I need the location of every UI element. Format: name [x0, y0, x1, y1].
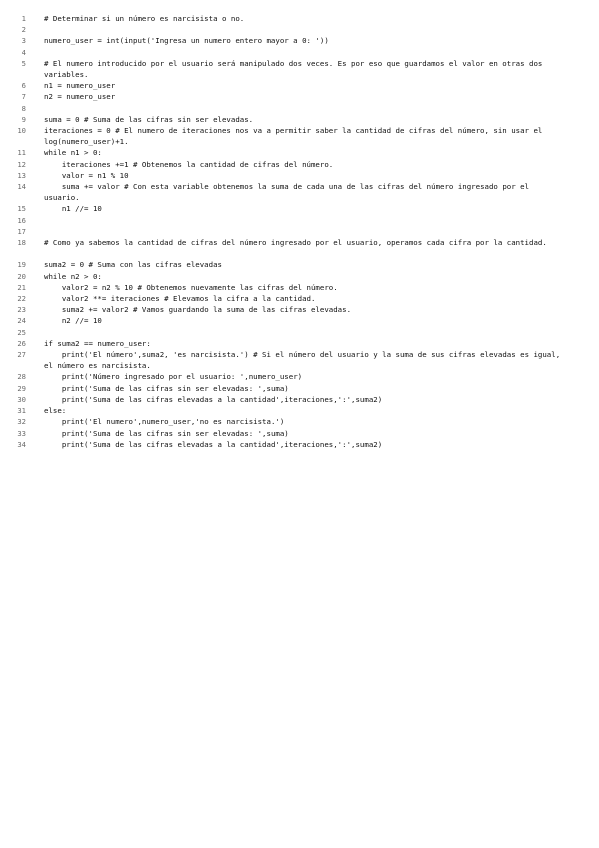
code-line — [0, 13, 599, 24]
code-text: # El numero introducido por el usuario será manipulado dos veces. Es por eso que guardamos el valor en otras dos variables. — [44, 58, 547, 80]
code-text: iteraciones +=1 # Obtenemos la cantidad de cifras del número. — [44, 159, 334, 169]
code-text: if suma2 == numero_user: — [44, 338, 151, 348]
line-number: 26 — [17, 338, 26, 348]
line-number: 2 — [21, 25, 26, 35]
code-text: print('Número ingresado por el usuario: ',numero_user) — [44, 372, 303, 382]
line-number: 14 — [17, 182, 26, 192]
code-text: # Determinar si un número es narcisista o no. — [44, 14, 245, 23]
code-line — [0, 293, 599, 304]
code-text: print('El numero',numero_user,'no es narcisista.') — [44, 417, 285, 427]
line-number: 7 — [21, 92, 26, 102]
code-line — [0, 371, 599, 382]
line-number: 13 — [17, 170, 26, 180]
code-line — [0, 416, 599, 427]
line-number: 27 — [17, 350, 26, 360]
code-line — [0, 203, 599, 214]
code-line — [0, 282, 599, 293]
line-number: 17 — [17, 226, 26, 236]
line-number: 33 — [17, 428, 26, 438]
code-line — [0, 349, 599, 371]
code-text: n2 //= 10 — [44, 316, 102, 326]
line-number: 28 — [17, 372, 26, 382]
line-number: 32 — [17, 417, 26, 427]
line-number: 9 — [21, 114, 26, 124]
code-line — [0, 271, 599, 282]
line-number: 10 — [17, 126, 26, 136]
code-text: print('Suma de las cifras sin ser elevadas: ',suma) — [44, 428, 289, 438]
code-line — [0, 215, 599, 226]
code-line — [0, 394, 599, 405]
code-text: print('Suma de las cifras elevadas a la cantidad',iteraciones,':',suma2) — [44, 439, 383, 449]
code-line — [0, 147, 599, 158]
line-number: 16 — [17, 215, 26, 225]
code-line — [0, 35, 599, 46]
code-line — [0, 114, 599, 125]
line-number: 34 — [17, 439, 26, 449]
code-line — [0, 405, 599, 416]
code-line — [0, 226, 599, 237]
code-line — [0, 237, 599, 259]
line-number: 5 — [21, 58, 26, 68]
code-line — [0, 170, 599, 181]
line-number: 30 — [17, 394, 26, 404]
code-text: suma = 0 # Suma de las cifras sin ser elevadas. — [44, 114, 254, 124]
code-line — [0, 103, 599, 114]
code-text: # Como ya sabemos la cantidad de cifras del número ingresado por el usuario, operamos cada cifra por la cantidad. — [44, 238, 547, 248]
line-number: 31 — [17, 406, 26, 416]
line-number: 11 — [17, 148, 26, 158]
code-text: n2 = numero_user — [44, 92, 116, 102]
line-number: 12 — [17, 159, 26, 169]
line-number: 3 — [21, 36, 26, 46]
code-line — [0, 327, 599, 338]
code-text: print('El número',suma2, 'es narcisista.') # Si el número del usuario y la suma de sus cifras elevadas es igual, el número es narcisista. — [44, 350, 565, 371]
line-number: 18 — [17, 238, 26, 248]
code-text: valor2 = n2 % 10 # Obtenemos nuevamente las cifras del número. — [44, 282, 338, 292]
line-number: 19 — [17, 260, 26, 270]
code-line — [0, 159, 599, 170]
line-number: 4 — [21, 47, 26, 57]
code-line — [0, 47, 599, 58]
code-line — [0, 338, 599, 349]
code-text: while n2 > 0: — [44, 271, 102, 281]
code-text: else: — [44, 406, 67, 416]
code-line — [0, 80, 599, 91]
code-text: suma2 = 0 # Suma con las cifras elevadas — [44, 260, 222, 270]
code-line — [0, 315, 599, 326]
code-text: n1 = numero_user — [44, 81, 116, 91]
code-text: n1 //= 10 — [44, 204, 102, 214]
line-number: 15 — [17, 204, 26, 214]
line-number: 21 — [17, 282, 26, 292]
code-line — [0, 383, 599, 394]
code-line — [0, 181, 599, 203]
line-number: 1 — [21, 14, 26, 23]
line-number: 25 — [17, 327, 26, 337]
code-text: suma += valor # Con esta variable obtenemos la suma de cada una de las cifras del número ingresado por el usuario. — [44, 182, 534, 203]
line-number: 8 — [21, 103, 26, 113]
code-text: print('Suma de las cifras sin ser elevadas: ',suma) — [44, 383, 289, 393]
code-text: numero_user = int(input('Ingresa un numero entero mayor a 0: ')) — [44, 36, 329, 46]
code-line — [0, 125, 599, 147]
code-text: while n1 > 0: — [44, 148, 102, 158]
line-number: 29 — [17, 383, 26, 393]
line-number: 23 — [17, 305, 26, 315]
code-text: valor = n1 % 10 — [44, 170, 129, 180]
code-line — [0, 24, 599, 35]
line-number: 6 — [21, 81, 26, 91]
code-text: valor2 **= iteraciones # Elevamos la cifra a la cantidad. — [44, 294, 316, 304]
line-number: 24 — [17, 316, 26, 326]
code-text: print('Suma de las cifras elevadas a la cantidad',iteraciones,':',suma2) — [44, 394, 383, 404]
code-line — [0, 428, 599, 439]
line-number: 20 — [17, 271, 26, 281]
code-line — [0, 304, 599, 315]
code-line — [0, 58, 599, 80]
code-line — [0, 259, 599, 270]
code-text: suma2 += valor2 # Vamos guardando la suma de las cifras elevadas. — [44, 305, 352, 315]
code-text: iteraciones = 0 # El numero de iteraciones nos va a permitir saber la cantidad de cifras del número, sin usar el log(numero_user)+1. — [44, 126, 547, 147]
code-line — [0, 91, 599, 102]
line-number: 22 — [17, 294, 26, 304]
code-listing — [0, 13, 599, 450]
code-line — [0, 439, 599, 450]
